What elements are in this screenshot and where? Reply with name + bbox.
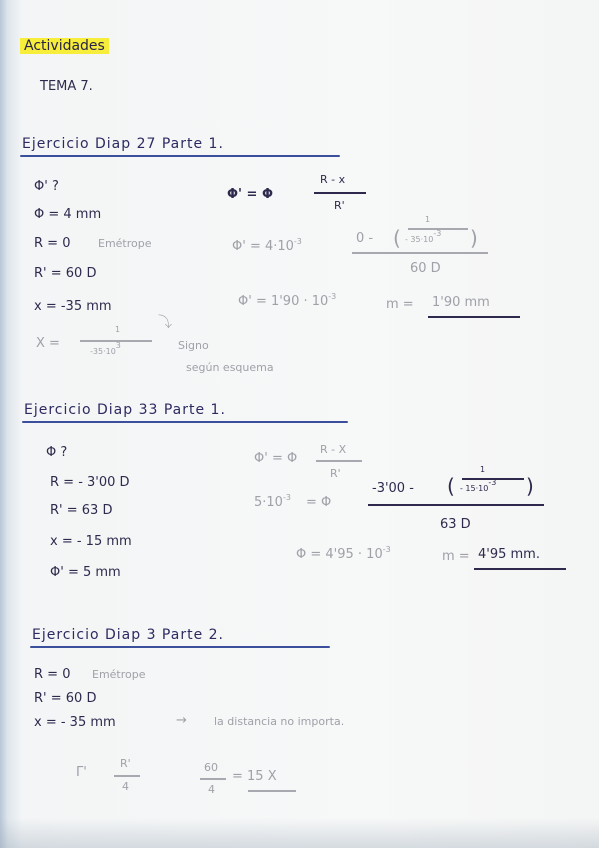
ex3-bottom-f1-num: R' — [120, 757, 131, 770]
ex1-sign-note-2: según esquema — [186, 361, 274, 374]
ex2-given-phi-prime: Φ' = 5 mm — [50, 565, 121, 580]
ex3-r-note: Emétrope — [92, 668, 146, 681]
ex3-bottom-f2-den: 4 — [208, 783, 215, 796]
ex2-formula-den: R' — [330, 467, 341, 480]
ex2-formula-num: R - X — [320, 443, 347, 456]
ex2-sub-fraction-line — [368, 504, 544, 506]
ex1-given-r-prime: R' = 60 D — [34, 266, 97, 281]
ex3-given-r: R = 0 — [34, 667, 71, 682]
ex2-given-phi: Φ ? — [46, 445, 68, 460]
ex3-bottom-lhs: Γ' — [76, 765, 87, 780]
ex1-result-underline — [428, 316, 520, 318]
ex1-result-final: 1'90 mm — [432, 295, 490, 310]
page-title: Actividades — [20, 38, 109, 54]
ex2-sub-num-c: - 15·10-3 — [460, 478, 497, 493]
ex3-bottom-f2-num: 60 — [204, 761, 218, 774]
ex1-sub-den: 60 D — [410, 261, 441, 276]
ex1-x-lhs: X = — [36, 336, 60, 351]
ex1-formula-den: R' — [334, 199, 345, 212]
ex1-sub-lhs: $\Phi' = 4\cdot 10^{-3}$ — [232, 237, 302, 254]
ex1-given-phi: Φ = 4 mm — [34, 207, 102, 222]
ex2-result-b: m = — [442, 549, 470, 564]
ex1-formula-num: R - x — [320, 173, 346, 186]
ex1-sub-num-b: 1 — [425, 215, 431, 224]
ex1-given-r: R = 0 — [34, 236, 71, 251]
ex3-bottom-f1-line — [114, 775, 140, 777]
ex3-given-x: x = - 35 mm — [34, 715, 116, 730]
exercise-3-heading: Ejercicio Diap 3 Parte 2. — [32, 627, 224, 643]
ex1-r-note: Emétrope — [98, 237, 152, 250]
ex2-formula-fraction-line — [316, 460, 362, 462]
exercise-3-rule — [30, 646, 330, 648]
ex1-sub-num-a: 0 - — [356, 231, 374, 246]
topic-label: TEMA 7. — [40, 79, 93, 94]
exercise-2-rule — [22, 421, 348, 423]
ex2-sub-eq: = Φ — [306, 495, 332, 510]
ex2-result-underline — [474, 568, 566, 570]
ex2-sub-paren-open: ( — [447, 474, 455, 498]
ex2-given-x: x = - 15 mm — [50, 534, 132, 549]
ex3-bottom-f2-line — [200, 778, 226, 780]
exercise-2-heading: Ejercicio Diap 33 Parte 1. — [24, 402, 226, 418]
ex2-sub-lhs: $5\cdot 10^{-3}$ — [254, 493, 291, 510]
ex1-x-num: 1 — [115, 325, 121, 334]
ex1-given-phi-prime: Φ' ? — [34, 179, 59, 194]
ex2-formula: Φ' = Φ — [254, 451, 298, 466]
ex1-x-den: -35·103 — [90, 341, 121, 356]
ex3-bottom-f1-den: 4 — [122, 780, 129, 793]
ex2-result-a: $\Phi = 4'95 \cdot 10^{-3}$ — [296, 545, 391, 562]
ex2-sub-num-b: 1 — [480, 465, 486, 474]
ex3-x-note: la distancia no importa. — [214, 715, 345, 728]
exercise-1-rule — [20, 155, 340, 157]
ex2-sub-num-a: -3'00 - — [372, 481, 414, 496]
ex1-sign-note-1: Signo — [178, 339, 209, 352]
ex1-sub-num-c: - 35·10-3 — [405, 229, 442, 244]
ex1-result-a: $\Phi' = 1'90 \cdot 10^{-3}$ — [238, 292, 337, 309]
exercise-1-heading: Ejercicio Diap 27 Parte 1. — [22, 136, 224, 152]
ex1-result-b: m = — [386, 297, 414, 312]
ex1-sub-paren-close: ) — [470, 226, 478, 250]
ex1-sub-fraction-line — [352, 252, 488, 254]
ex2-given-r: R = - 3'00 D — [50, 475, 130, 490]
ex3-given-r-prime: R' = 60 D — [34, 691, 97, 706]
ex2-result-final: 4'95 mm. — [478, 547, 540, 562]
ex2-sub-paren-close: ) — [526, 474, 534, 498]
arrow-right-icon: → — [176, 713, 187, 728]
curved-arrow-icon: ⤵ — [158, 315, 172, 331]
ex1-formula-lhs: Φ' = Φ — [227, 187, 274, 202]
ex3-bottom-underline — [248, 790, 296, 792]
ex2-sub-den: 63 D — [440, 517, 471, 532]
ex1-given-x: x = -35 mm — [34, 299, 112, 314]
ex3-bottom-result: = 15 X — [232, 769, 277, 784]
ex2-given-r-prime: R' = 63 D — [50, 503, 113, 518]
ex1-formula-fraction-line — [314, 192, 366, 194]
ex1-sub-paren-open: ( — [393, 226, 401, 250]
